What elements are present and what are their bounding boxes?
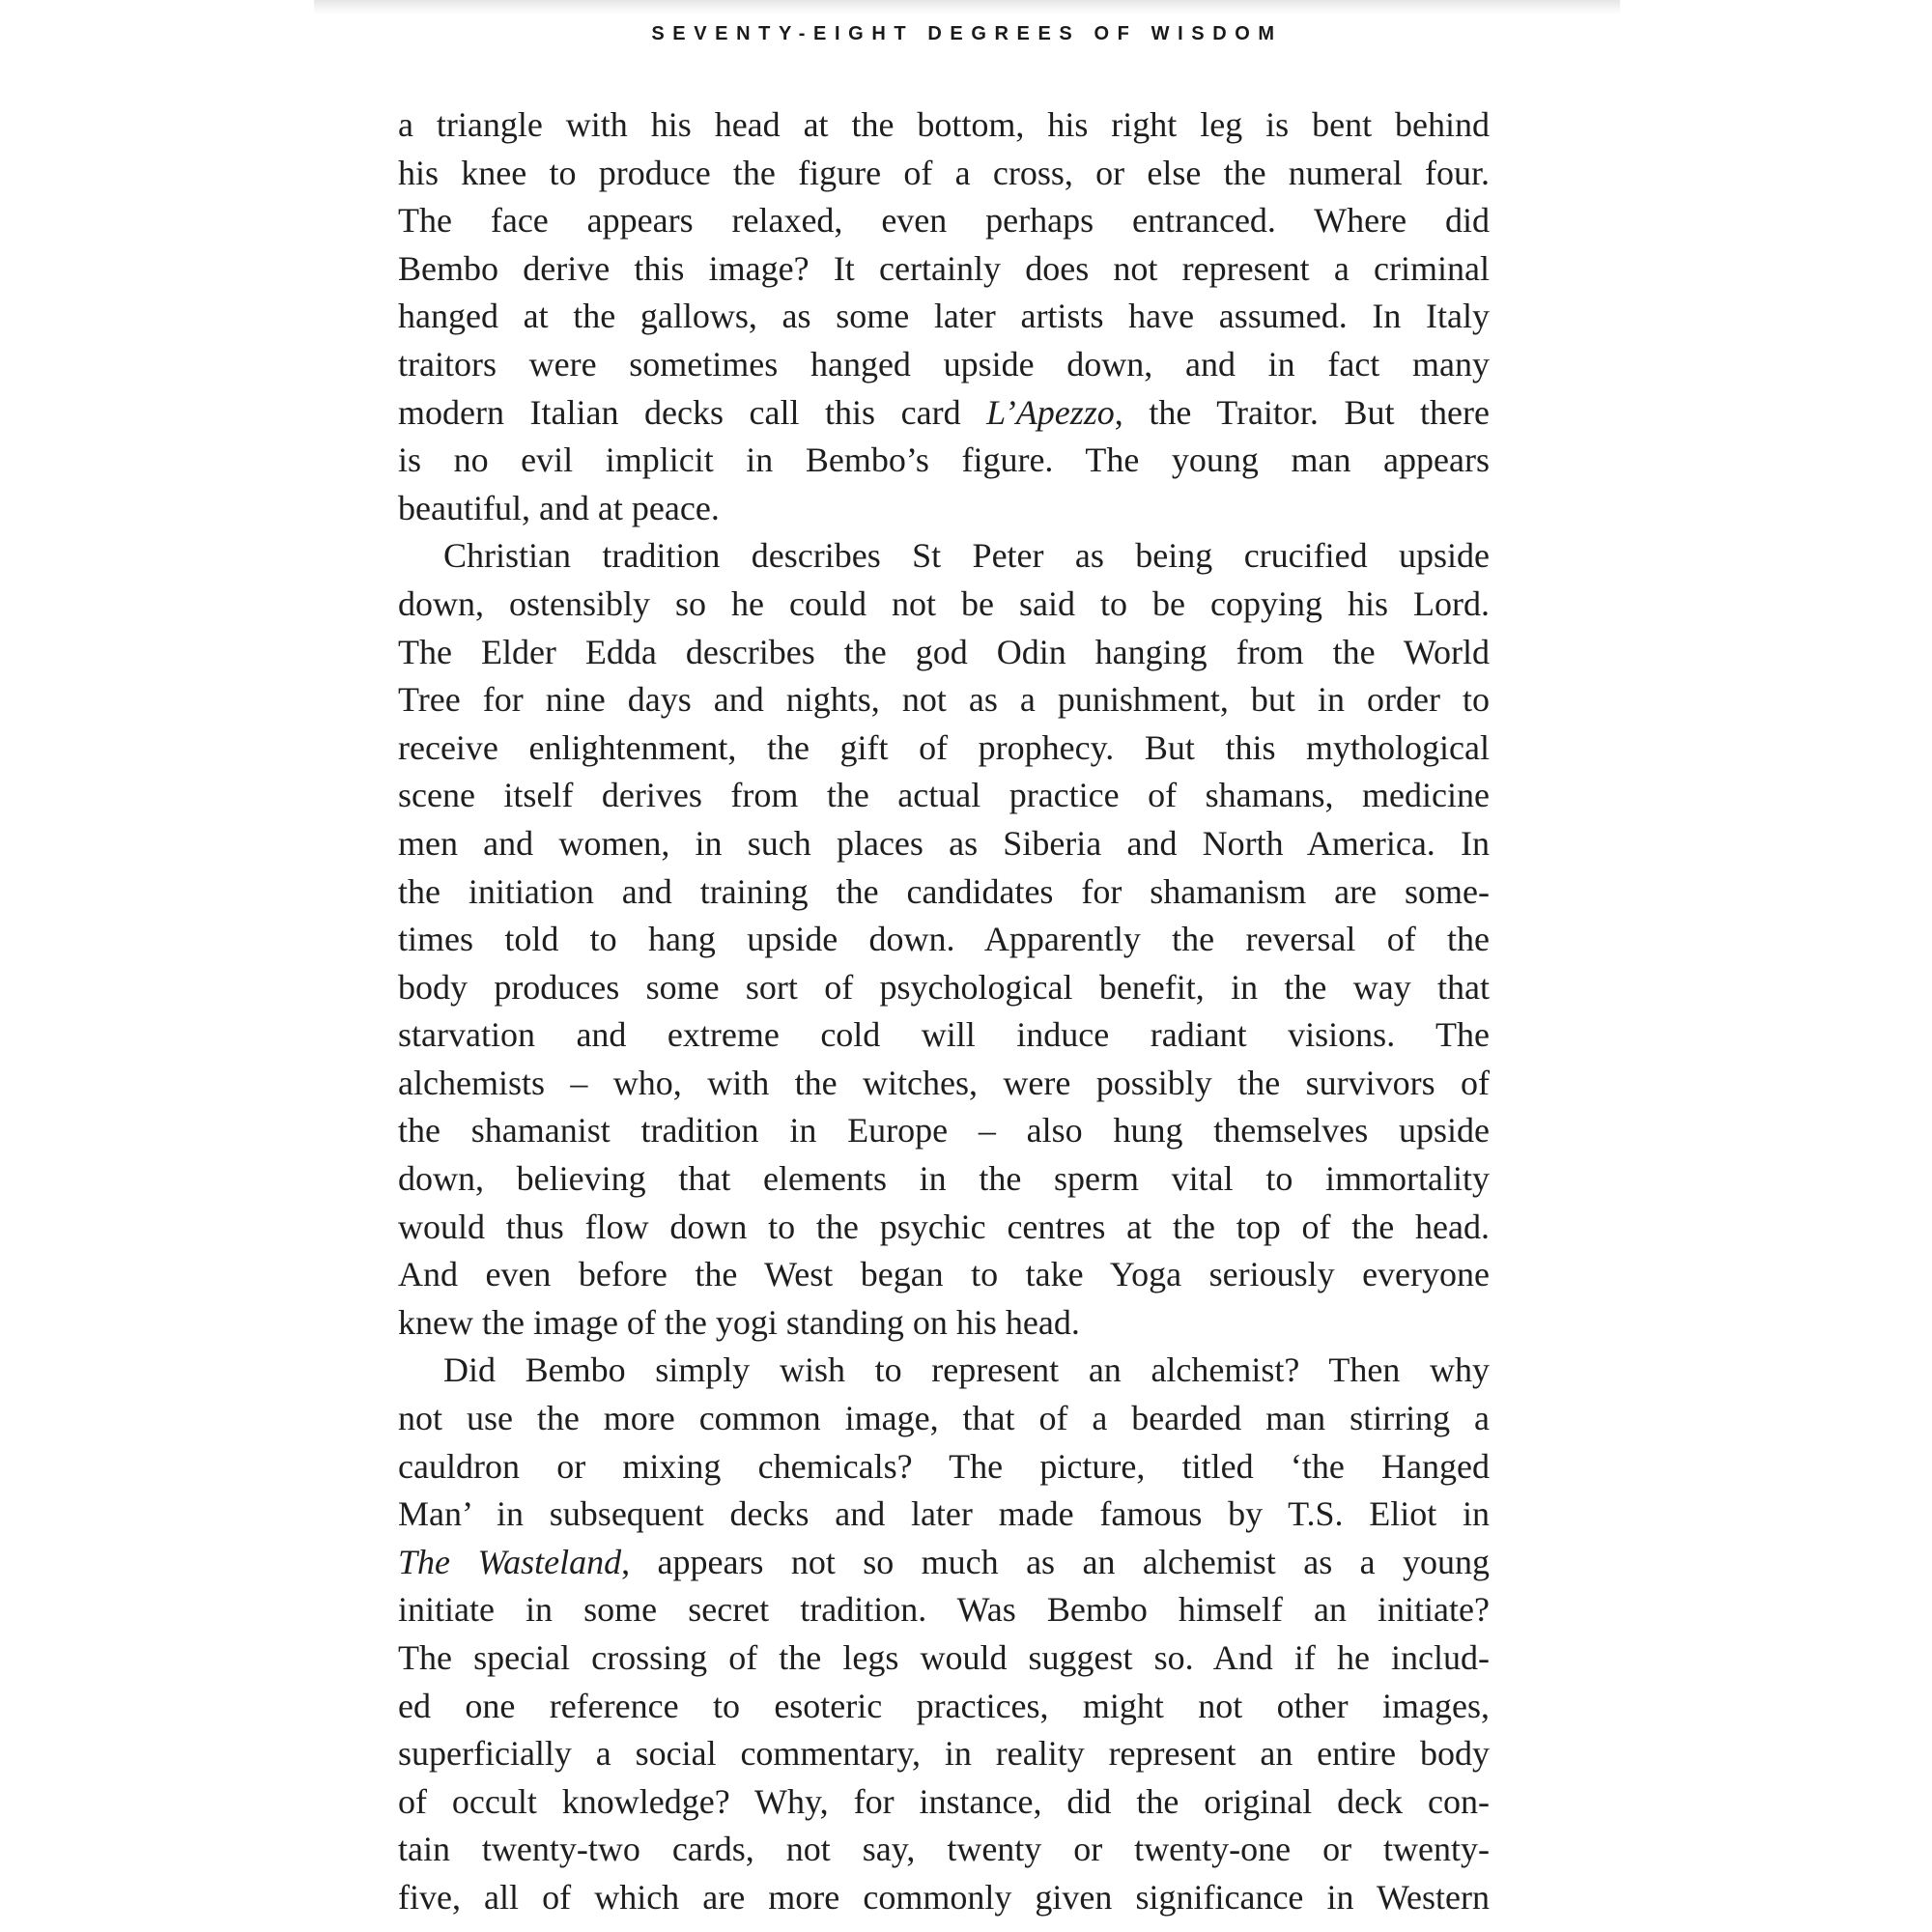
text-segment: knew the image of the yogi standing on his head. xyxy=(398,1302,1080,1342)
text-line xyxy=(398,1251,1490,1299)
text-segment: a triangle with his head at the bottom, his right leg is bent behind xyxy=(398,105,1490,144)
text-line xyxy=(398,1107,1490,1155)
italic-title: The Wasteland xyxy=(398,1542,622,1581)
text-segment: starvation and extreme cold will induce radiant visions. The xyxy=(398,1015,1490,1055)
text-segment: hanged at the gallows, as some later artists have assumed. In Italy xyxy=(398,297,1490,336)
text-line xyxy=(398,485,1490,533)
text-line xyxy=(398,1683,1490,1731)
text-line xyxy=(398,1634,1490,1683)
text-segment: alchemists – who, with the witches, were possibly the survivors of xyxy=(398,1063,1490,1102)
text-segment: scene itself derives from the actual practice of shamans, medicine xyxy=(398,776,1490,815)
text-segment: Man’ in subsequent decks and later made famous by T.S. Eliot in xyxy=(398,1494,1490,1534)
text-line xyxy=(398,1539,1490,1587)
text-segment: The Elder Edda describes the god Odin hanging from the World xyxy=(398,632,1490,671)
text-segment: The special crossing of the legs would suggest so. And if he includ- xyxy=(398,1638,1490,1677)
text-segment: times told to hang upside down. Apparently the reversal of the xyxy=(398,920,1490,959)
text-line xyxy=(398,150,1490,198)
text-line xyxy=(398,1060,1490,1108)
text-line xyxy=(398,629,1490,677)
text-segment: Did Bembo simply wish to represent an alchemist? Then why xyxy=(443,1350,1490,1390)
text-line xyxy=(398,532,1490,581)
text-line xyxy=(398,1730,1490,1778)
text-segment: is no evil implicit in Bembo’s figure. The young man appears xyxy=(398,440,1490,480)
text-line xyxy=(398,1204,1490,1252)
text-segment: not use the more common image, that of a bearded man stirring a xyxy=(398,1399,1490,1438)
text-line xyxy=(398,1347,1490,1395)
text-segment: tain twenty-two cards, not say, twenty or twenty-one or twenty- xyxy=(398,1830,1490,1869)
text-segment: of occult knowledge? Why, for instance, did the original deck con- xyxy=(398,1781,1490,1821)
text-segment: The face appears relaxed, even perhaps entranced. Where did xyxy=(398,201,1490,241)
text-line xyxy=(398,1011,1490,1060)
text-segment: cauldron or mixing chemicals? The picture, titled ‘the Hanged xyxy=(398,1446,1490,1486)
text-line xyxy=(398,1395,1490,1443)
text-segment: men and women, in such places as Siberia and North America. In xyxy=(398,823,1490,863)
text-line xyxy=(398,245,1490,294)
text-segment: the shamanist tradition in Europe – also hung themselves upside xyxy=(398,1111,1490,1151)
text-segment: Christian tradition describes St Peter as being crucified upside xyxy=(443,536,1490,576)
text-segment: receive enlightenment, the gift of prophecy. But this mythological xyxy=(398,727,1490,767)
text-line xyxy=(398,197,1490,245)
text-segment: body produces some sort of psychological benefit, in the way that xyxy=(398,967,1490,1007)
text-segment: five, all of which are more commonly given significance in Western xyxy=(398,1877,1490,1917)
page-top-shadow xyxy=(314,0,1620,14)
italic-title: L’Apezzo xyxy=(986,392,1115,432)
text-line xyxy=(398,724,1490,773)
text-line xyxy=(398,1826,1490,1874)
text-line xyxy=(398,1155,1490,1204)
text-line xyxy=(398,1874,1490,1922)
text-segment: Tree for nine days and nights, not as a punishment, but in order to xyxy=(398,680,1490,720)
text-segment: Bembo derive this image? It certainly does not represent a criminal xyxy=(398,248,1490,288)
text-line xyxy=(398,964,1490,1012)
text-segment: ed one reference to esoteric practices, might not other images, xyxy=(398,1686,1490,1725)
text-line xyxy=(398,581,1490,629)
text-segment: the initiation and training the candidates for shamanism are some- xyxy=(398,871,1490,911)
text-segment: And even before the West began to take Yoga seriously everyone xyxy=(398,1255,1490,1294)
text-segment: down, ostensibly so he could not be said to be copying his Lord. xyxy=(398,583,1490,623)
text-segment: modern Italian decks call this card xyxy=(398,392,987,432)
body-text xyxy=(398,101,1490,1922)
text-segment: beautiful, and at peace. xyxy=(398,488,720,527)
text-line xyxy=(398,101,1490,150)
text-line xyxy=(398,293,1490,341)
text-segment: down, believing that elements in the sperm vital to immortality xyxy=(398,1159,1490,1199)
text-line xyxy=(398,1778,1490,1827)
text-line xyxy=(398,1299,1490,1348)
text-segment: initiate in some secret tradition. Was Bembo himself an initiate? xyxy=(398,1590,1490,1630)
text-line xyxy=(398,1586,1490,1634)
text-line xyxy=(398,772,1490,820)
text-line xyxy=(398,437,1490,485)
text-segment: superficially a social commentary, in reality represent an entire body xyxy=(398,1734,1490,1774)
text-line xyxy=(398,820,1490,868)
text-line xyxy=(398,676,1490,724)
text-segment: would thus flow down to the psychic centres at the top of the head. xyxy=(398,1207,1490,1246)
text-line xyxy=(398,389,1490,438)
text-segment: , appears not so much as an alchemist as a young xyxy=(621,1542,1490,1581)
text-line xyxy=(398,868,1490,917)
text-segment: his knee to produce the figure of a cross, or else the numeral four. xyxy=(398,153,1490,192)
paragraph xyxy=(398,532,1490,1347)
text-line xyxy=(398,1491,1490,1539)
text-segment: traitors were sometimes hanged upside down, and in fact many xyxy=(398,344,1490,384)
paragraph xyxy=(398,1347,1490,1921)
text-line xyxy=(398,1443,1490,1492)
paragraph xyxy=(398,101,1490,532)
text-line xyxy=(398,341,1490,389)
text-segment: , the Traitor. But there xyxy=(1114,392,1490,432)
text-line xyxy=(398,916,1490,964)
running-head: SEVENTY-EIGHT DEGREES OF WISDOM xyxy=(651,23,1283,44)
